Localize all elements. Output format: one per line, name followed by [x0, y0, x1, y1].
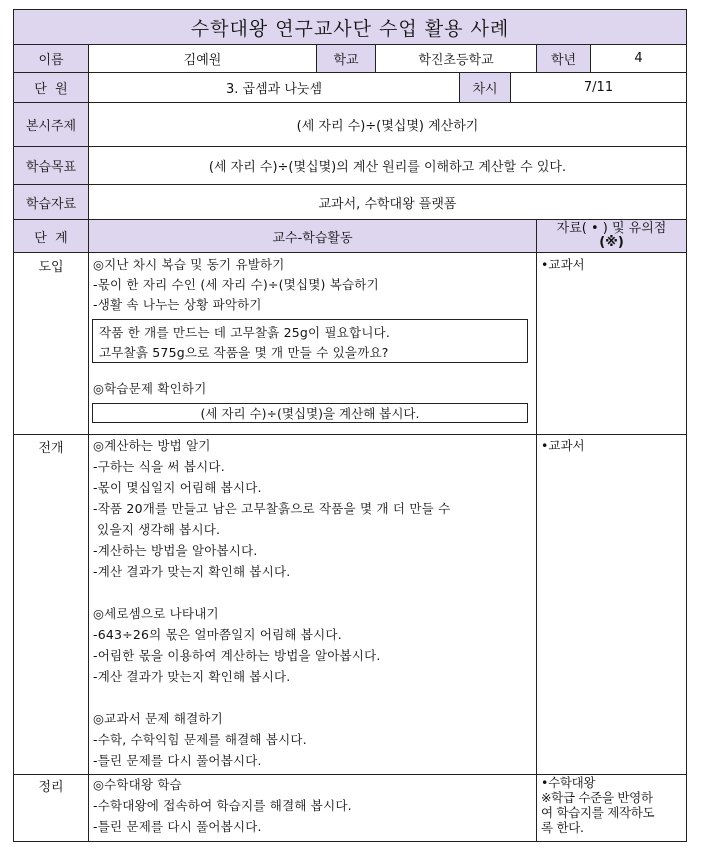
develop-resource: •교과서: [541, 438, 585, 453]
wrapup-note: ※학급 수준을 반영하: [541, 790, 653, 805]
name-label: 이름: [13, 44, 89, 73]
develop-line: 있을지 생각해 봅시다.: [93, 522, 221, 537]
intro-stage-cell: [13, 252, 89, 435]
resource-header-line2: (※): [599, 235, 624, 250]
develop-line: -계산 결과가 맞는지 확인해 봅시다.: [93, 564, 291, 579]
develop-activity-cell: [88, 434, 537, 775]
unit-label: 단 원: [13, 72, 89, 103]
wrapup-line: -틀린 문제를 다시 풀어봅시다.: [93, 819, 262, 834]
material-label: 학습자료: [13, 184, 89, 220]
intro-box-line: 고무찰흙 575g으로 작품을 몇 개 만들 수 있을까요?: [99, 345, 389, 360]
develop-stage-cell: [13, 434, 89, 775]
intro-line: ◎지난 차시 복습 및 동기 유발하기: [93, 257, 285, 272]
develop-line: ◎계산하는 방법 알기: [93, 438, 211, 453]
wrapup-resource: •수학대왕: [541, 775, 596, 790]
wrapup-line: ◎수학대왕 학습: [93, 777, 182, 792]
develop-line: -643÷26의 몫은 얼마쯤일지 어림해 봅시다.: [93, 627, 342, 642]
session-value: 7/11: [510, 72, 687, 103]
develop-line: -계산 결과가 맞는지 확인해 봅시다.: [93, 669, 291, 684]
resource-header: [536, 219, 687, 253]
topic-value: (세 자리 수)÷(몇십몇) 계산하기: [88, 102, 687, 147]
develop-line: -작품 20개를 만들고 남은 고무찰흙으로 작품을 몇 개 더 만들 수: [93, 501, 451, 516]
grade-label: 학년: [536, 44, 591, 73]
develop-stage-label: 전개: [38, 441, 64, 456]
session-label: 차시: [459, 72, 511, 103]
wrapup-stage-cell: [13, 774, 89, 842]
intro-problem-heading: ◎학습문제 확인하기: [93, 381, 207, 396]
wrapup-line: -수학대왕에 접속하여 학습지를 해결해 봅시다.: [93, 798, 352, 813]
goal-label: 학습목표: [13, 146, 89, 185]
develop-line: -어림한 몫을 이용하여 계산하는 방법을 알아봅시다.: [93, 648, 381, 663]
intro-line: -생활 속 나누는 상황 파악하기: [93, 297, 262, 312]
intro-resource: •교과서: [541, 257, 585, 272]
develop-line: -수학, 수학익힘 문제를 해결해 봅시다.: [93, 732, 307, 747]
unit-value: 3. 곱셈과 나눗셈: [88, 72, 460, 103]
wrapup-activity-cell: [88, 774, 537, 842]
learning-problem-text: (세 자리 수)÷(몇십몇)을 계산해 봅시다.: [200, 406, 420, 421]
develop-line: ◎교과서 문제 해결하기: [93, 711, 223, 726]
intro-activity-cell: [88, 252, 537, 435]
develop-line: -몫이 몇십일지 어림해 봅시다.: [93, 480, 262, 495]
wrapup-stage-label: 정리: [38, 780, 64, 795]
school-label: 학교: [316, 44, 376, 73]
intro-resource-cell: [536, 252, 687, 435]
learning-problem-box: [92, 403, 528, 423]
develop-resource-cell: [536, 434, 687, 775]
material-value: 교과서, 수학대왕 플랫폼: [88, 184, 687, 220]
wrapup-resource-cell: [536, 774, 687, 842]
document-title-text: 수학대왕 연구교사단 수업 활용 사례: [190, 17, 510, 40]
wrapup-note: 록 한다.: [541, 820, 584, 835]
topic-label: 본시주제: [13, 102, 89, 147]
activity-header: 교수-학습활동: [88, 219, 537, 253]
develop-line: -틀린 문제를 다시 풀어봅시다.: [93, 753, 262, 768]
intro-stage-label: 도입: [38, 260, 64, 275]
stage-header: 단 계: [13, 219, 89, 253]
develop-line: -구하는 식을 써 봅시다.: [93, 459, 225, 474]
intro-problem-box: [92, 319, 528, 363]
intro-line: -몫이 한 자리 수인 (세 자리 수)÷(몇십몇) 복습하기: [93, 277, 379, 292]
grade-value: 4: [590, 44, 687, 73]
document-title: [13, 9, 687, 45]
intro-box-line: 작품 한 개를 만드는 데 고무찰흙 25g이 필요합니다.: [99, 325, 391, 340]
goal-value: (세 자리 수)÷(몇십몇)의 계산 원리를 이해하고 계산할 수 있다.: [88, 146, 687, 185]
develop-line: -계산하는 방법을 알아봅시다.: [93, 543, 258, 558]
develop-line: ◎세로셈으로 나타내기: [93, 606, 219, 621]
school-value: 학진초등학교: [375, 44, 537, 73]
wrapup-note: 여 학습지를 제작하도: [541, 805, 655, 820]
resource-header-line1: 자료( • ) 및 유의점: [556, 221, 667, 236]
name-value: 김예원: [88, 44, 317, 73]
